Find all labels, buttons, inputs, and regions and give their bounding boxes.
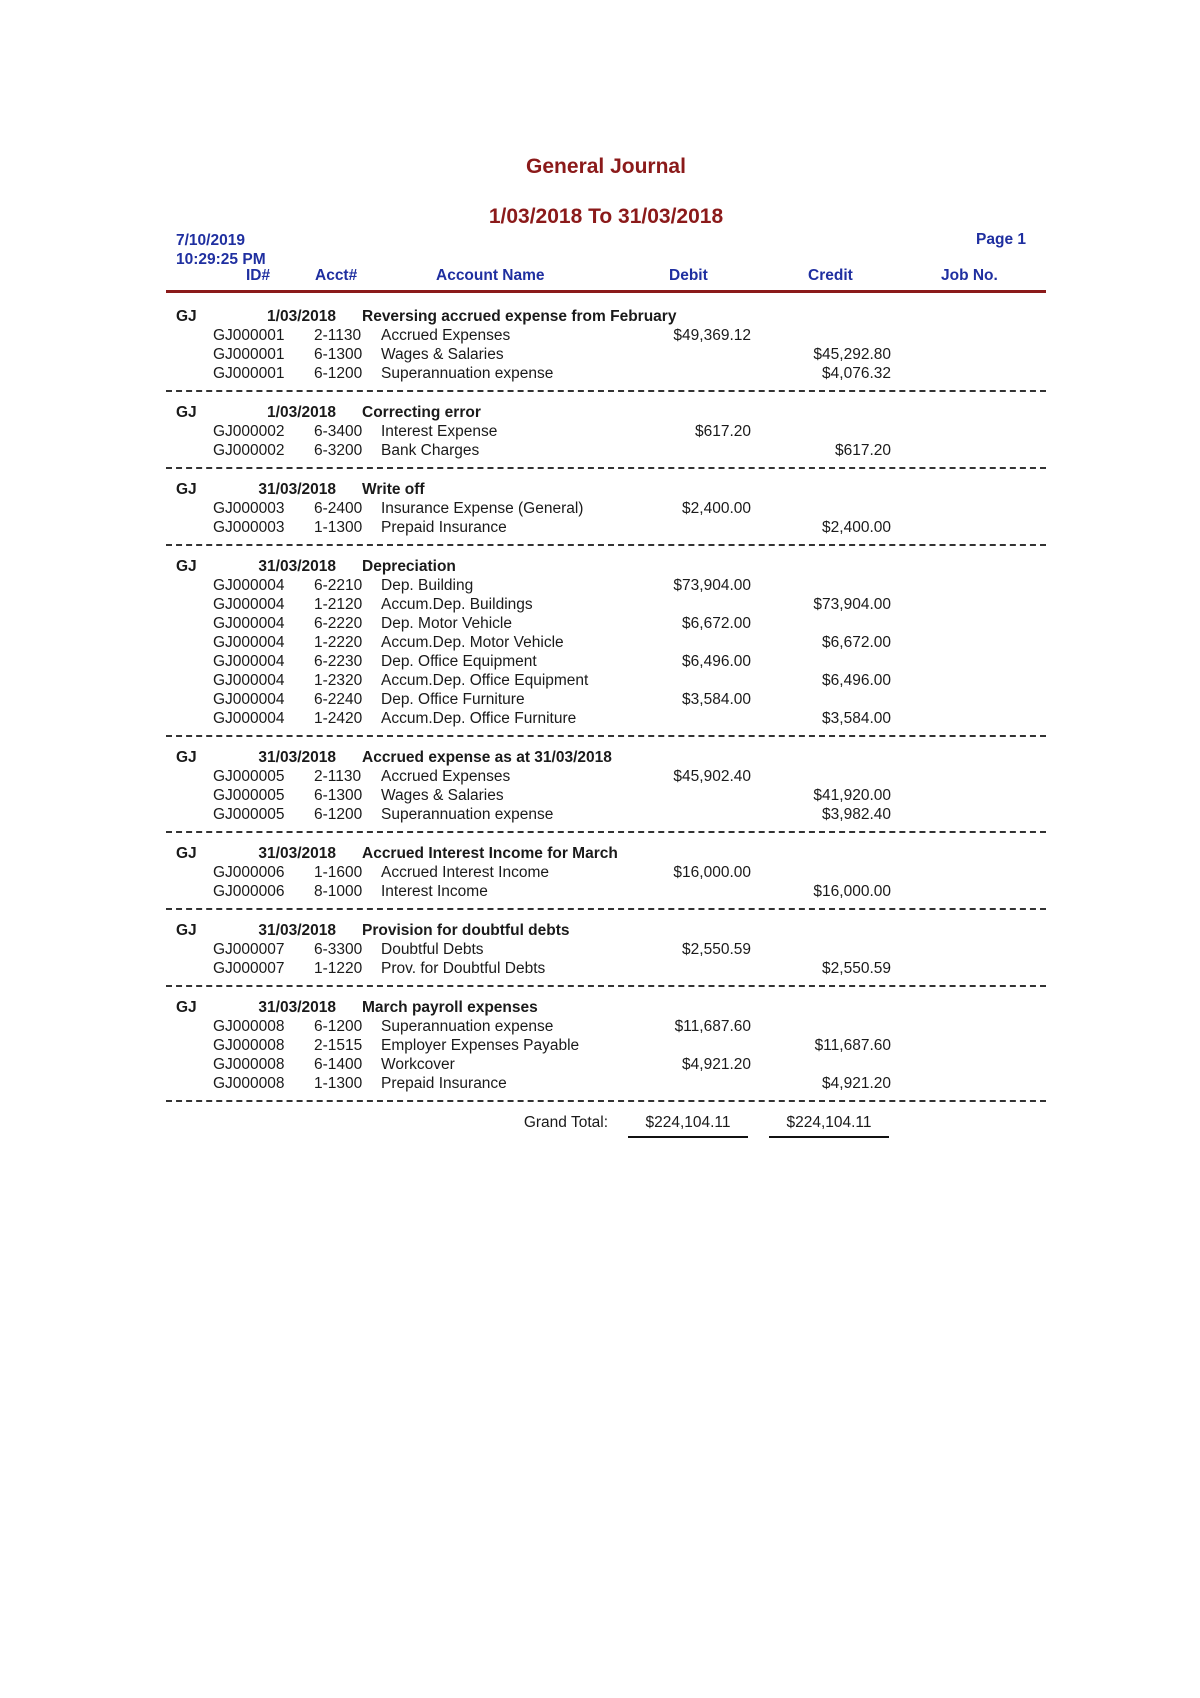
line-account-name: Accrued Expenses (381, 768, 511, 785)
line-account-name: Doubtful Debts (381, 941, 484, 958)
table-row (166, 672, 1046, 691)
entry-divider (166, 1100, 1046, 1102)
line-id: GJ000004 (213, 615, 285, 632)
line-account-name: Dep. Office Equipment (381, 653, 537, 670)
entry-date: 31/03/2018 (258, 481, 336, 498)
line-id: GJ000001 (213, 365, 285, 382)
entry-date: 1/03/2018 (267, 308, 336, 325)
entry-header (166, 749, 1046, 768)
entry-header (166, 481, 1046, 500)
table-row (166, 500, 1046, 519)
line-account-number: 6-1300 (314, 787, 363, 804)
entry-header (166, 922, 1046, 941)
line-account-number: 1-2220 (314, 634, 363, 651)
line-account-name: Dep. Building (381, 577, 474, 594)
entry-date: 31/03/2018 (258, 922, 336, 939)
entry-memo: Accrued Interest Income for March (362, 845, 618, 862)
line-account-number: 6-2240 (314, 691, 363, 708)
entry-divider (166, 544, 1046, 546)
line-credit: $3,584.00 (822, 710, 891, 727)
entry-header (166, 558, 1046, 577)
entry-type: GJ (176, 922, 197, 939)
line-account-name: Workcover (381, 1056, 455, 1073)
entry-divider (166, 908, 1046, 910)
line-id: GJ000004 (213, 577, 285, 594)
line-id: GJ000003 (213, 519, 285, 536)
line-account-name: Prepaid Insurance (381, 1075, 507, 1092)
line-debit: $3,584.00 (682, 691, 751, 708)
line-id: GJ000005 (213, 768, 285, 785)
entry-header (166, 845, 1046, 864)
grand-total-debit: $224,104.11 (628, 1114, 748, 1138)
line-account-name: Dep. Office Furniture (381, 691, 525, 708)
line-account-name: Accum.Dep. Buildings (381, 596, 533, 613)
line-account-number: 6-1400 (314, 1056, 363, 1073)
entry-header (166, 404, 1046, 423)
line-account-number: 1-1600 (314, 864, 363, 881)
line-id: GJ000004 (213, 672, 285, 689)
table-row (166, 365, 1046, 384)
line-account-number: 1-2420 (314, 710, 363, 727)
entry-divider (166, 985, 1046, 987)
line-account-name: Accum.Dep. Office Furniture (381, 710, 577, 727)
line-id: GJ000001 (213, 327, 285, 344)
line-account-name: Prov. for Doubtful Debts (381, 960, 546, 977)
page-number: Page 1 (976, 231, 1026, 248)
line-account-number: 6-3200 (314, 442, 363, 459)
entry-divider (166, 467, 1046, 469)
line-account-name: Interest Expense (381, 423, 498, 440)
table-row (166, 806, 1046, 825)
line-id: GJ000005 (213, 806, 285, 823)
print-timestamp (176, 231, 266, 269)
line-account-number: 6-3300 (314, 941, 363, 958)
journal-entry (166, 481, 1046, 546)
line-debit: $49,369.12 (673, 327, 751, 344)
journal-entry (166, 922, 1046, 987)
table-row (166, 691, 1046, 710)
line-account-number: 6-3400 (314, 423, 363, 440)
line-account-number: 6-1200 (314, 1018, 363, 1035)
grand-total-row (166, 1114, 1046, 1148)
entry-type: GJ (176, 999, 197, 1016)
table-row (166, 960, 1046, 979)
line-id: GJ000004 (213, 596, 285, 613)
table-row (166, 423, 1046, 442)
grand-total-credit: $224,104.11 (769, 1114, 889, 1138)
header-divider (166, 290, 1046, 293)
line-debit: $11,687.60 (674, 1018, 751, 1035)
print-time: 10:29:25 PM (176, 251, 266, 268)
column-header-job-no: Job No. (941, 267, 998, 284)
report-period: 1/03/2018 To 31/03/2018 (488, 205, 724, 228)
entry-memo: Accrued expense as at 31/03/2018 (362, 749, 612, 766)
line-credit: $2,400.00 (822, 519, 891, 536)
line-debit: $2,550.59 (682, 941, 751, 958)
line-debit: $6,672.00 (682, 615, 751, 632)
column-headers (166, 267, 1046, 287)
line-credit: $6,496.00 (822, 672, 891, 689)
entry-header (166, 308, 1046, 327)
entry-memo: Reversing accrued expense from February (362, 308, 677, 325)
line-debit: $6,496.00 (682, 653, 751, 670)
table-row (166, 941, 1046, 960)
line-credit: $45,292.80 (813, 346, 891, 363)
line-account-name: Accum.Dep. Office Equipment (381, 672, 589, 689)
line-account-number: 6-2400 (314, 500, 363, 517)
line-account-name: Employer Expenses Payable (381, 1037, 580, 1054)
entry-type: GJ (176, 749, 197, 766)
line-id: GJ000007 (213, 941, 285, 958)
entry-type: GJ (176, 404, 197, 421)
entry-memo: Provision for doubtful debts (362, 922, 570, 939)
table-row (166, 327, 1046, 346)
line-account-number: 1-2120 (314, 596, 363, 613)
line-credit: $4,921.20 (822, 1075, 891, 1092)
journal-entry (166, 308, 1046, 392)
line-account-number: 2-1515 (314, 1037, 363, 1054)
column-header-id: ID# (246, 267, 271, 284)
entry-date: 31/03/2018 (258, 999, 336, 1016)
line-debit: $16,000.00 (673, 864, 751, 881)
column-header-credit: Credit (808, 267, 853, 284)
line-id: GJ000003 (213, 500, 285, 517)
entry-date: 31/03/2018 (258, 749, 336, 766)
grand-total-label: Grand Total: (523, 1114, 608, 1131)
journal-entry (166, 999, 1046, 1102)
line-id: GJ000004 (213, 710, 285, 727)
line-account-number: 1-1220 (314, 960, 363, 977)
journal-entry (166, 749, 1046, 833)
entry-type: GJ (176, 308, 197, 325)
line-account-number: 6-2220 (314, 615, 363, 632)
line-credit: $2,550.59 (822, 960, 891, 977)
line-account-name: Dep. Motor Vehicle (381, 615, 512, 632)
entry-date: 31/03/2018 (258, 845, 336, 862)
line-account-number: 6-1200 (314, 806, 363, 823)
table-row (166, 442, 1046, 461)
line-id: GJ000008 (213, 1037, 285, 1054)
line-account-name: Accrued Interest Income (381, 864, 549, 881)
line-account-name: Bank Charges (381, 442, 480, 459)
table-row (166, 1037, 1046, 1056)
line-id: GJ000006 (213, 864, 285, 881)
line-credit: $41,920.00 (813, 787, 891, 804)
entry-date: 31/03/2018 (258, 558, 336, 575)
line-id: GJ000002 (213, 442, 285, 459)
line-account-name: Wages & Salaries (381, 346, 504, 363)
line-credit: $6,672.00 (822, 634, 891, 651)
table-row (166, 864, 1046, 883)
line-debit: $73,904.00 (673, 577, 751, 594)
line-account-name: Interest Income (381, 883, 488, 900)
line-account-number: 1-1300 (314, 1075, 363, 1092)
line-account-name: Prepaid Insurance (381, 519, 507, 536)
entry-memo: Correcting error (362, 404, 481, 421)
line-account-number: 6-1300 (314, 346, 363, 363)
table-row (166, 519, 1046, 538)
table-row (166, 768, 1046, 787)
line-credit: $4,076.32 (822, 365, 891, 382)
print-date: 7/10/2019 (176, 232, 245, 249)
line-account-name: Insurance Expense (General) (381, 500, 584, 517)
entry-memo: March payroll expenses (362, 999, 538, 1016)
line-id: GJ000006 (213, 883, 285, 900)
line-account-number: 6-2230 (314, 653, 363, 670)
line-credit: $11,687.60 (814, 1037, 891, 1054)
line-debit: $617.20 (694, 423, 751, 440)
table-row (166, 615, 1046, 634)
column-header-account-name: Account Name (436, 267, 545, 284)
entry-type: GJ (176, 481, 197, 498)
journal-entry (166, 558, 1046, 737)
line-id: GJ000008 (213, 1075, 285, 1092)
entry-header (166, 999, 1046, 1018)
entry-type: GJ (176, 845, 197, 862)
line-id: GJ000002 (213, 423, 285, 440)
line-account-name: Superannuation expense (381, 1018, 554, 1035)
line-credit: $617.20 (834, 442, 891, 459)
table-row (166, 346, 1046, 365)
entry-date: 1/03/2018 (267, 404, 336, 421)
line-id: GJ000004 (213, 691, 285, 708)
table-row (166, 787, 1046, 806)
table-row (166, 634, 1046, 653)
line-credit: $16,000.00 (813, 883, 891, 900)
line-account-number: 2-1130 (314, 327, 362, 344)
table-row (166, 1018, 1046, 1037)
line-credit: $73,904.00 (813, 596, 891, 613)
line-account-number: 1-1300 (314, 519, 363, 536)
line-credit: $3,982.40 (822, 806, 891, 823)
table-row (166, 577, 1046, 596)
entry-memo: Write off (362, 481, 425, 498)
entry-memo: Depreciation (362, 558, 456, 575)
line-account-number: 6-1200 (314, 365, 363, 382)
line-account-number: 6-2210 (314, 577, 363, 594)
table-row (166, 596, 1046, 615)
table-row (166, 883, 1046, 902)
table-row (166, 1075, 1046, 1094)
line-account-number: 1-2320 (314, 672, 363, 689)
column-header-acct: Acct# (315, 267, 358, 284)
line-account-name: Accrued Expenses (381, 327, 511, 344)
entry-divider (166, 735, 1046, 737)
entry-divider (166, 390, 1046, 392)
table-row (166, 1056, 1046, 1075)
line-account-name: Superannuation expense (381, 806, 554, 823)
column-header-debit: Debit (669, 267, 708, 284)
line-id: GJ000004 (213, 634, 285, 651)
line-account-number: 8-1000 (314, 883, 363, 900)
line-id: GJ000008 (213, 1056, 285, 1073)
line-account-number: 2-1130 (314, 768, 362, 785)
line-account-name: Superannuation expense (381, 365, 554, 382)
line-id: GJ000007 (213, 960, 285, 977)
entry-type: GJ (176, 558, 197, 575)
journal-entry (166, 845, 1046, 910)
table-row (166, 710, 1046, 729)
line-debit: $45,902.40 (673, 768, 751, 785)
line-debit: $4,921.20 (682, 1056, 751, 1073)
journal-entry (166, 404, 1046, 469)
line-debit: $2,400.00 (682, 500, 751, 517)
table-row (166, 653, 1046, 672)
line-id: GJ000008 (213, 1018, 285, 1035)
report-title: General Journal (526, 155, 686, 178)
line-id: GJ000001 (213, 346, 285, 363)
line-id: GJ000005 (213, 787, 285, 804)
line-id: GJ000004 (213, 653, 285, 670)
entry-divider (166, 831, 1046, 833)
journal-entries (166, 308, 1046, 1148)
line-account-name: Wages & Salaries (381, 787, 504, 804)
line-account-name: Accum.Dep. Motor Vehicle (381, 634, 564, 651)
